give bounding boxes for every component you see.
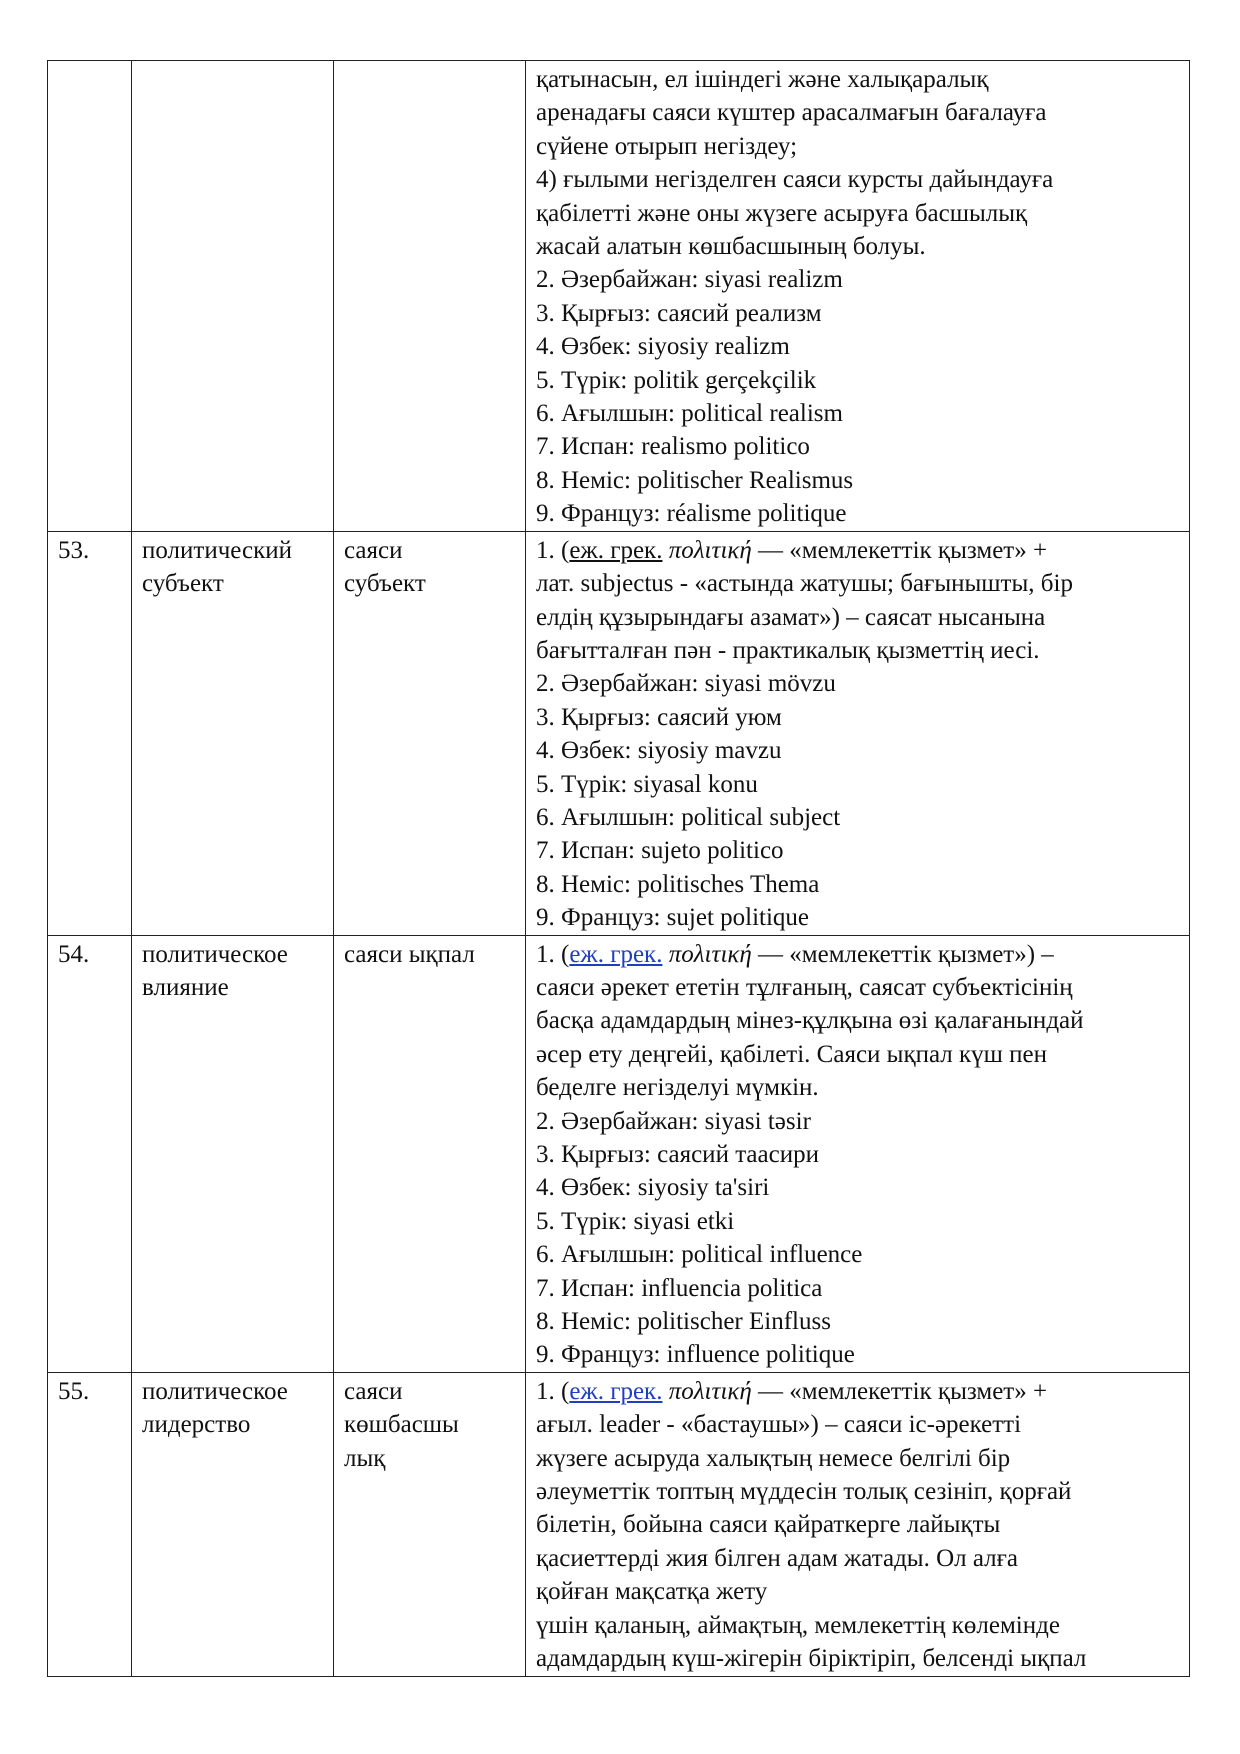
translation-turkish: 5. Түрік: siyasal konu	[536, 770, 758, 798]
kazakh-term-cell	[334, 531, 526, 935]
greek-word: πολιτική	[668, 940, 752, 968]
row-number-cell	[48, 1372, 132, 1676]
russian-term-cell	[132, 531, 334, 935]
greek-word: πολιτική	[668, 1377, 752, 1405]
translation-german: 8. Неміс: politischer Realismus	[536, 466, 854, 494]
translation-english: 6. Ағылшын: political subject	[536, 803, 841, 831]
russian-term-line: политическое	[142, 1377, 288, 1405]
definition-suffix: — «мемлекеттік қызмет» +	[751, 1377, 1048, 1405]
kazakh-term-line: саяси ықпал	[344, 940, 475, 968]
translation-uzbek: 4. Өзбек: siyosiy ta'siri	[536, 1174, 770, 1202]
russian-term-line: субъект	[142, 570, 224, 598]
kazakh-term-line: лық	[344, 1444, 386, 1472]
translation-german: 8. Неміс: politisches Thema	[536, 870, 820, 898]
translation-french: 9. Француз: sujet politique	[536, 904, 810, 932]
translation-uzbek: 4. Өзбек: siyosiy mavzu	[536, 737, 782, 765]
russian-term-cell	[132, 935, 334, 1372]
translation-spanish: 7. Испан: influencia politica	[536, 1274, 823, 1302]
russian-term-line: политическое	[142, 940, 288, 968]
greek-word: πολιτική	[668, 536, 752, 564]
definition-line: қатынасын, ел ішіндегі және халықаралық	[536, 66, 989, 93]
row-number: 53.	[58, 536, 90, 564]
definition-line: саяси әрекет ететін тұлғаның, саясат субъектісінің	[536, 973, 1073, 1001]
definition-line: елдің құзырындағы азамат») – саясат нысанына	[536, 603, 1046, 631]
table-row	[48, 1372, 1190, 1676]
translation-english: 6. Ағылшын: political influence	[536, 1241, 863, 1269]
definition-line: аренадағы саяси күштер арасалмағын бағалауға	[536, 99, 1047, 127]
row-number-cell	[48, 935, 132, 1372]
translation-kyrgyz: 3. Қырғыз: саясий уюм	[536, 703, 782, 731]
definition-cell	[526, 1372, 1190, 1676]
translation-kyrgyz: 3. Қырғыз: саясий реализм	[536, 299, 822, 327]
definition-line: қойған мақсатқа жету	[536, 1578, 768, 1606]
definition-line: адамдардың күш-жігерін біріктіріп, белсенді ықпал	[536, 1645, 1087, 1673]
translation-german: 8. Неміс: politischer Einfluss	[536, 1308, 831, 1336]
definition-line: әлеуметтік топтың мүддесін толық сезініп, қорғай	[536, 1478, 1072, 1506]
etymology-link[interactable]: еж. грек.	[569, 940, 663, 968]
kazakh-term-line: субъект	[344, 570, 426, 598]
definition-line: жасай алатын көшбасшының болуы.	[536, 233, 926, 261]
table-row	[48, 531, 1190, 935]
russian-term-cell	[132, 61, 334, 532]
definition-line: қасиеттерді жия білген адам жатады. Ол алға	[536, 1544, 1019, 1572]
definition-line: беделге негізделуі мүмкін.	[536, 1074, 819, 1102]
etymology-link[interactable]: еж. грек.	[569, 1377, 663, 1405]
russian-term-line: лидерство	[142, 1411, 251, 1439]
definition-line: бағытталған пән - практикалық қызметтің иесі.	[536, 636, 1040, 664]
definition-suffix: — «мемлекеттік қызмет») –	[751, 940, 1054, 968]
definition-first-line	[536, 938, 1183, 971]
definition-line: басқа адамдардың мінез-құлқына өзі қалағанындай	[536, 1007, 1084, 1035]
translation-azerbaijani: 2. Әзербайжан: siyasi mövzu	[536, 670, 836, 698]
row-number-cell	[48, 61, 132, 532]
row-number-cell	[48, 531, 132, 935]
definition-first-line	[536, 1375, 1183, 1408]
definition-line: сүйене отырып негіздеу;	[536, 132, 798, 160]
kazakh-term-cell	[334, 1372, 526, 1676]
translation-turkish: 5. Түрік: siyasi etki	[536, 1207, 735, 1235]
definition-line: үшін қаланың, аймақтың, мемлекеттің көлемінде	[536, 1611, 1060, 1639]
kazakh-term-line: көшбасшы	[344, 1411, 459, 1439]
translation-azerbaijani: 2. Әзербайжан: siyasi realizm	[536, 266, 843, 294]
definition-prefix: 1. (	[536, 940, 570, 968]
definition-line: жүзеге асыруда халықтың немесе белгілі бір	[536, 1444, 1011, 1472]
translation-turkish: 5. Түрік: politik gerçekçilik	[536, 366, 817, 394]
definition-first-line	[536, 534, 1183, 567]
etymology-abbr: еж. грек.	[569, 536, 663, 564]
definition-prefix: 1. (	[536, 536, 570, 564]
definition-line: 4) ғылыми негізделген саяси курсты дайындауға	[536, 166, 1054, 194]
kazakh-term-cell	[334, 935, 526, 1372]
definition-prefix: 1. (	[536, 1377, 570, 1405]
translation-kyrgyz: 3. Қырғыз: саясий таасири	[536, 1141, 819, 1168]
definition-cell	[526, 531, 1190, 935]
table-row	[48, 61, 1190, 532]
kazakh-term-cell	[334, 61, 526, 532]
translation-spanish: 7. Испан: sujeto politico	[536, 837, 784, 865]
kazakh-term-line: саяси	[344, 1377, 403, 1405]
russian-term-line: политический	[142, 536, 292, 564]
kazakh-term-line: саяси	[344, 536, 403, 564]
translation-azerbaijani: 2. Әзербайжан: siyasi təsir	[536, 1107, 811, 1135]
russian-term-line: влияние	[142, 973, 229, 1001]
translation-uzbek: 4. Өзбек: siyosiy realizm	[536, 333, 790, 361]
definition-cell	[526, 935, 1190, 1372]
definition-line: қабілетті және оны жүзеге асыруға басшылық	[536, 199, 1028, 227]
definition-line: білетін, бойына саяси қайраткерге лайықты	[536, 1511, 1001, 1539]
definition-line: әсер ету деңгейі, қабілеті. Саяси ықпал күш пен	[536, 1040, 1048, 1068]
terms-table	[47, 60, 1190, 1677]
russian-term-cell	[132, 1372, 334, 1676]
table-row	[48, 935, 1190, 1372]
row-number: 55.	[58, 1377, 90, 1405]
definition-suffix: — «мемлекеттік қызмет» +	[751, 536, 1048, 564]
translation-french: 9. Француз: réalisme politique	[536, 500, 847, 528]
translation-french: 9. Француз: influence politique	[536, 1341, 855, 1369]
definition-line: лат. subjectus - «астында жатушы; бағынышты, бір	[536, 570, 1073, 598]
definition-cell	[526, 61, 1190, 532]
translation-spanish: 7. Испан: realismo politico	[536, 433, 810, 461]
translation-english: 6. Ағылшын: political realism	[536, 400, 843, 428]
row-number: 54.	[58, 940, 90, 968]
definition-line: ағыл. leader - «бастаушы») – саяси іс-әрекетті	[536, 1411, 1022, 1439]
